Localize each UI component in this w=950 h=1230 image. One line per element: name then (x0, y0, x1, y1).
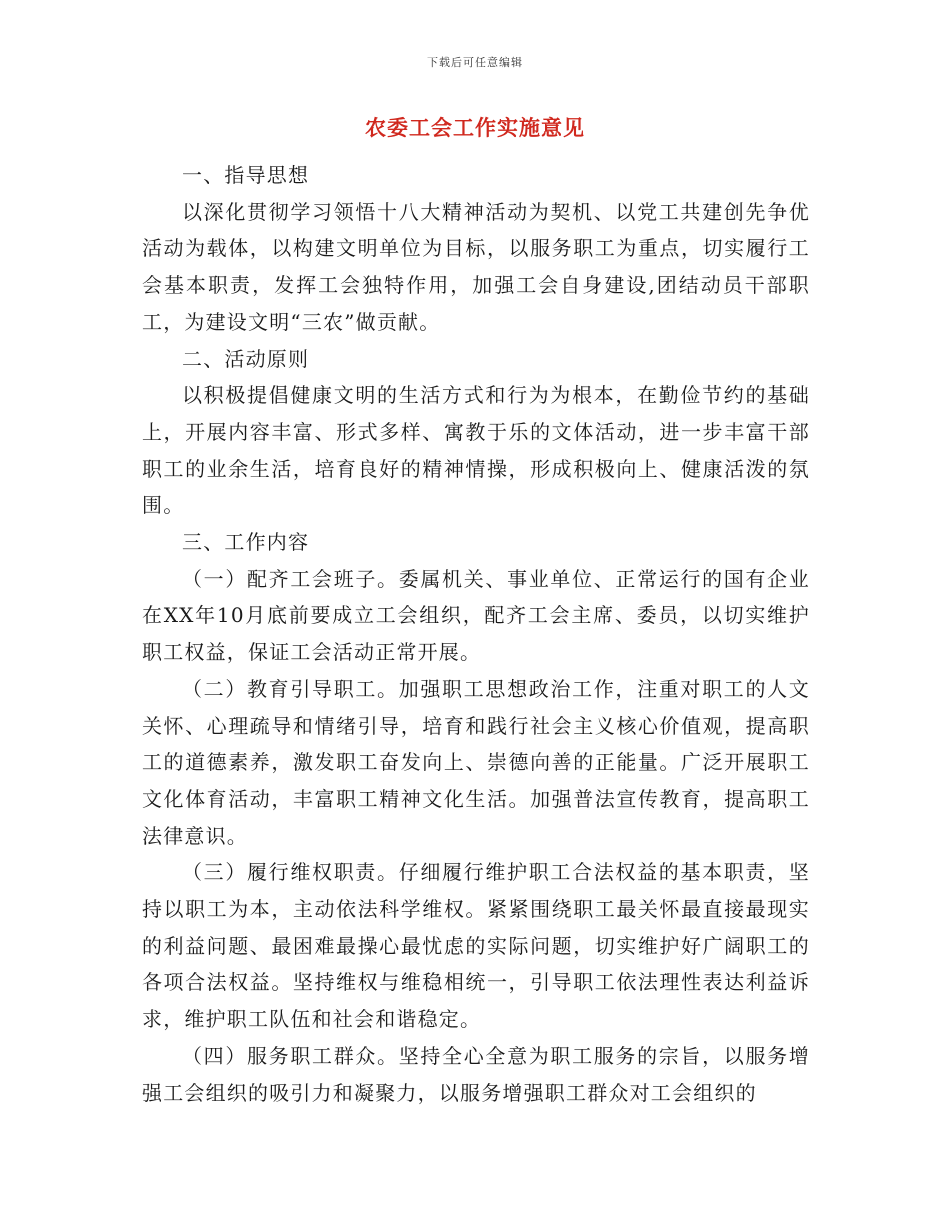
document-body (142, 157, 810, 1111)
paragraph-principles: 以积极提倡健康文明的生活方式和行为为根本，在勤俭节约的基础上，开展内容丰富、形式多样、寓教于乐的文体活动，进一步丰富干部职工的业余生活，培育良好的精神情操，形成积极向上、健康活泼的氛围。 (142, 383, 810, 518)
paragraph-guiding-thought: 以深化贯彻学习领悟十八大精神活动为契机、以党工共建创先争优活动为载体，以构建文明单位为目标，以服务职工为重点，切实履行工会基本职责，发挥工会独特作用，加强工会自身建设,团结动员干部职工，为建设文明“三农”做贡献。 (142, 199, 810, 334)
document-title: 农委工会工作实施意见 (365, 116, 585, 140)
section-heading-principles: 二、活动原则 (182, 346, 310, 371)
paragraph-item-2: （二）教育引导职工。加强职工思想政治工作，注重对职工的人文关怀、心理疏导和情绪引导，培育和践行社会主义核心价值观，提高职工的道德素养，激发职工奋发向上、崇德向善的正能量。广泛开展职工文化体育活动，丰富职工精神文化生活。加强普法宣传教育，提高职工法律意识。 (142, 676, 810, 848)
paragraph-item-1: （一）配齐工会班子。委属机关、事业单位、正常运行的国有企业在XX年10月底前要成立工会组织，配齐工会主席、委员，以切实维护职工权益，保证工会活动正常开展。 (142, 566, 810, 665)
section-heading-guiding-thought: 一、指导思想 (182, 163, 310, 187)
paragraph-item-3: （三）履行维权职责。仔细履行维护职工合法权益的基本职责，坚持以职工为本，主动依法科学维权。紧紧围绕职工最关怀最直接最现实的利益问题、最困难最操心最忧虑的实际问题，切实维护好广阔职工的各项合法权益。坚持维权与维稳相统一，引导职工依法理性表达利益诉求，维护职工队伍和社会和谐稳定。 (142, 860, 810, 1032)
header-note: 下载后可任意编辑 (427, 56, 523, 69)
section-heading-work-content: 三、工作内容 (182, 530, 310, 555)
paragraph-item-4: （四）服务职工群众。坚持全心全意为职工服务的宗旨，以服务增强工会组织的吸引力和凝聚力，以服务增强职工群众对工会组织的 (142, 1043, 810, 1105)
